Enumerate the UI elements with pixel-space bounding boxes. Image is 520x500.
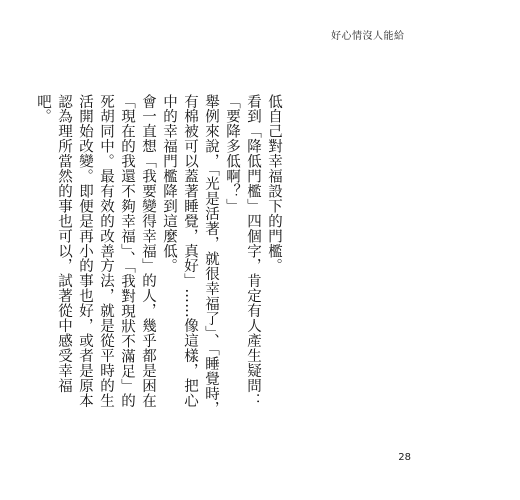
running-header: 好心情沒人能給 xyxy=(331,31,405,42)
paragraph: 看到「降低門檻」四個字，肯定有人產生疑問：「要降多低啊？」 xyxy=(224,94,261,408)
page-number: 28 xyxy=(398,452,411,463)
body-text xyxy=(32,94,284,418)
paragraph: 舉例來說，「光是活著，就很幸福了」、「睡覺時，有棉被可以蓋著睡覺，真好」……像這樣，把心中的幸福門檻降到這麼低。 xyxy=(161,94,219,417)
paragraph: 會一直想「我要變得幸福」的人，幾乎都是困在「現在的我還不夠幸福」、「我對現狀不滿足」的死胡同中。最有效的改善方法，就是從平時的生活開始改變。即便是再小的事也好，或者是原本認為理所當然的事也可以，試著從中感受幸福吧。 xyxy=(35,94,156,409)
paragraph: 低自己對幸福設下的門檻。 xyxy=(266,94,282,274)
